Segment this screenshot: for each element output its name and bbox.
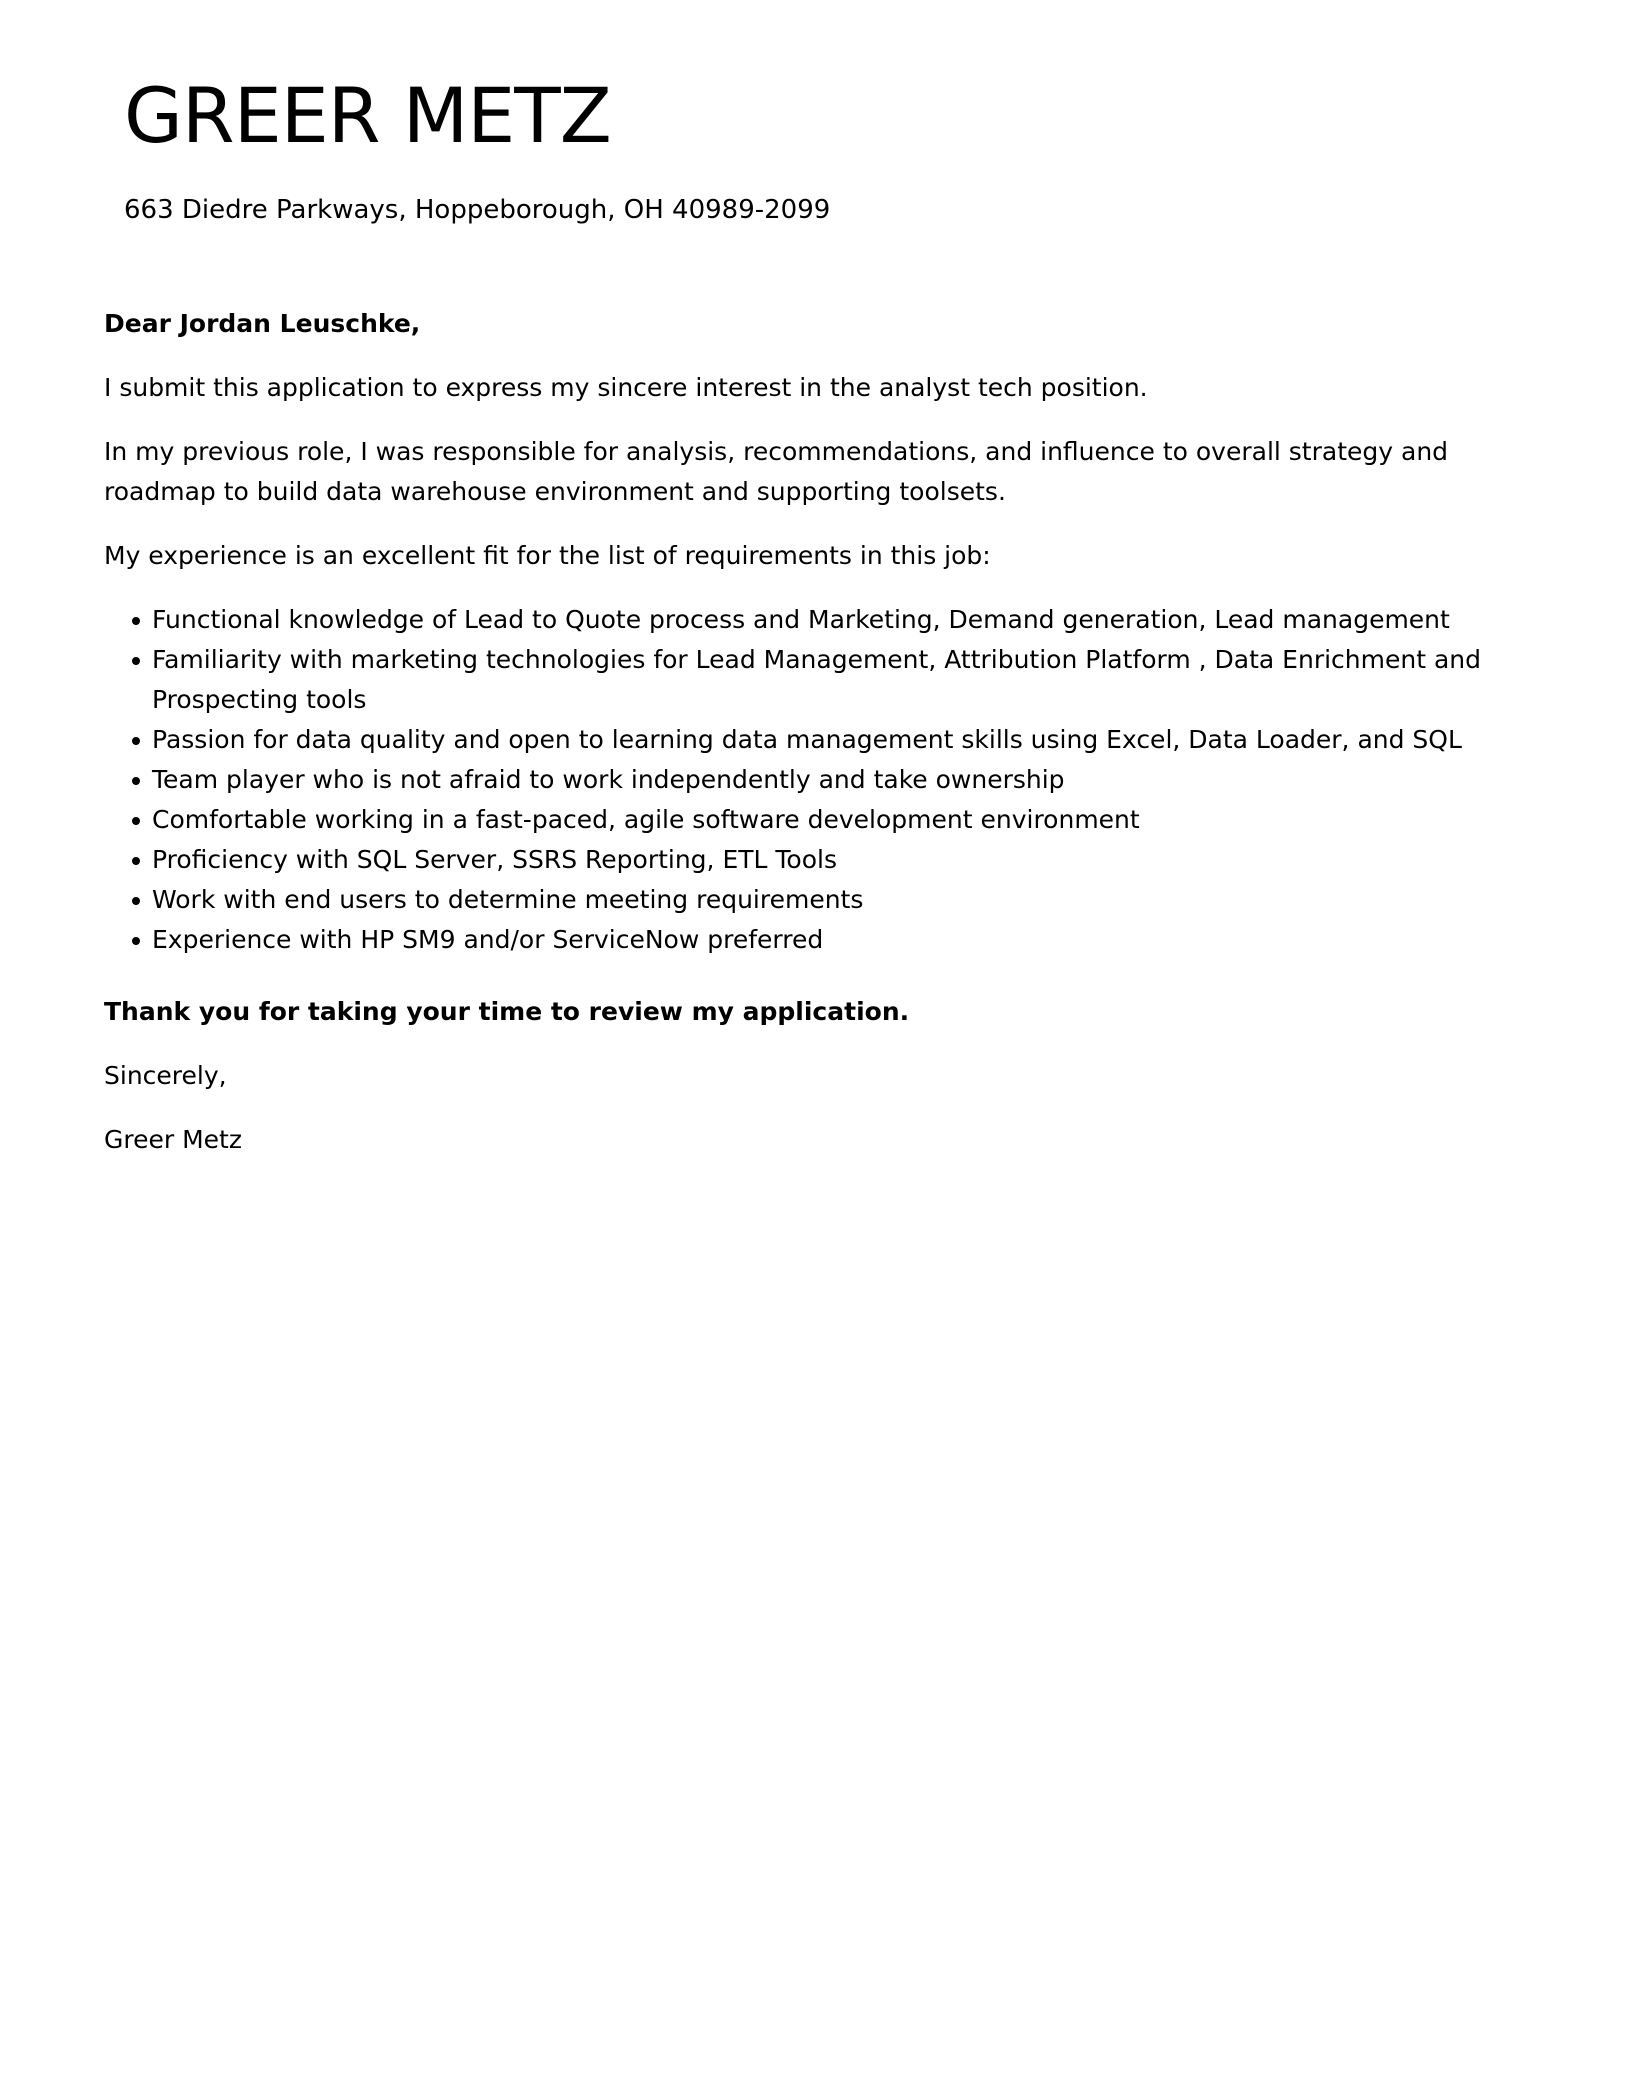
bullet-icon (132, 617, 140, 625)
requirements-list (104, 600, 1534, 960)
bullet-icon (132, 897, 140, 905)
list-item-text: Comfortable working in a fast-paced, agile software development environment (152, 805, 1140, 834)
closing-paragraph: Thank you for taking your time to review my application. (104, 997, 910, 1026)
bullet-icon (132, 657, 140, 665)
list-item-text: Familiarity with marketing technologies for Lead Management, Attribution Platform , Data Enrichment and Prospecting tools (152, 645, 1481, 714)
bullet-icon (132, 937, 140, 945)
intro-paragraph: I submit this application to express my sincere interest in the analyst tech position. (104, 373, 1148, 402)
bullet-icon (132, 777, 140, 785)
list-item-text: Team player who is not afraid to work independently and take ownership (152, 765, 1065, 794)
list-item (104, 880, 1534, 920)
list-item-text: Passion for data quality and open to learning data management skills using Excel, Data Loader, and SQL (152, 725, 1462, 754)
previous-role-paragraph: In my previous role, I was responsible for analysis, recommendations, and influence to overall strategy and roadmap to build data warehouse environment and supporting toolsets. (104, 437, 1449, 506)
fit-statement: My experience is an excellent fit for the list of requirements in this job: (104, 541, 991, 570)
list-item (104, 800, 1534, 840)
list-item-text: Functional knowledge of Lead to Quote process and Marketing, Demand generation, Lead management (152, 605, 1450, 634)
bullet-icon (132, 737, 140, 745)
salutation: Dear Jordan Leuschke, (104, 309, 421, 338)
bullet-icon (132, 857, 140, 865)
list-item (104, 840, 1534, 880)
list-item (104, 760, 1534, 800)
list-item-text: Proficiency with SQL Server, SSRS Reporting, ETL Tools (152, 845, 837, 874)
applicant-name: GREER METZ (124, 71, 611, 160)
bullet-icon (132, 817, 140, 825)
signature: Greer Metz (104, 1125, 242, 1154)
list-item-text: Work with end users to determine meeting requirements (152, 885, 864, 914)
list-item (104, 920, 1534, 960)
list-item-text: Experience with HP SM9 and/or ServiceNow preferred (152, 925, 824, 954)
list-item (104, 640, 1534, 720)
letter-header (124, 68, 1524, 228)
applicant-address: 663 Diedre Parkways, Hoppeborough, OH 40989-2099 (124, 195, 831, 225)
signoff: Sincerely, (104, 1061, 227, 1090)
list-item (104, 600, 1534, 640)
list-item (104, 720, 1534, 760)
letter-body (104, 304, 1534, 1184)
